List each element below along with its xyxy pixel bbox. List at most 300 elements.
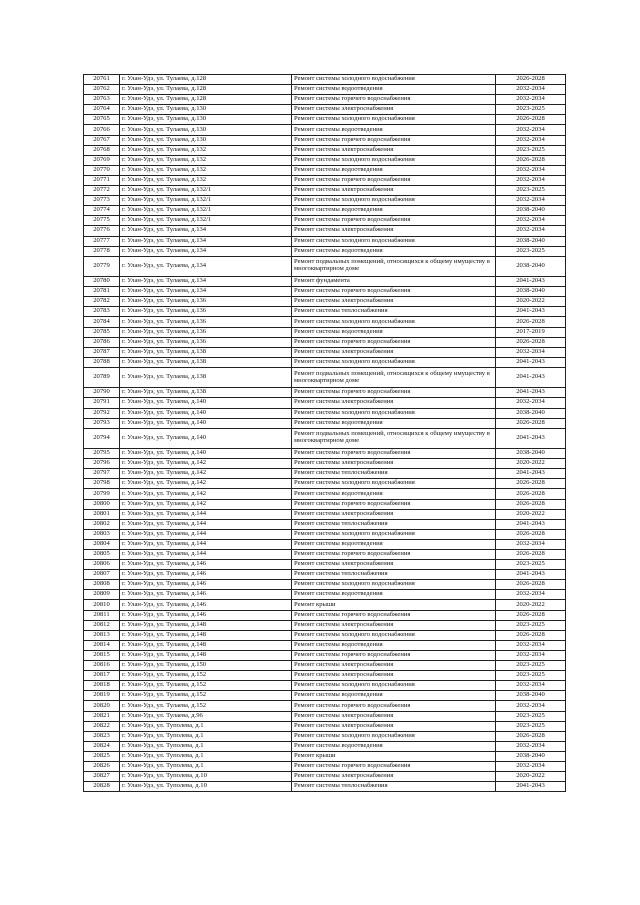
work-type-cell: Ремонт системы водоотведения [292, 125, 496, 135]
period-cell: 2032-2034 [496, 347, 566, 357]
period-cell: 2038-2040 [496, 751, 566, 761]
period-cell: 2032-2034 [496, 701, 566, 711]
row-number: 20819 [84, 691, 120, 701]
work-type-cell: Ремонт системы теплоснабжения [292, 782, 496, 792]
period-cell: 2032-2034 [496, 196, 566, 206]
address-cell: г. Улан-Удэ, ул. Тулаева, д.146 [120, 590, 292, 600]
row-number: 20795 [84, 449, 120, 459]
address-cell: г. Улан-Удэ, ул. Туполева, д.1 [120, 761, 292, 771]
address-cell: г. Улан-Удэ, ул. Тулаева, д.148 [120, 650, 292, 660]
period-cell: 2041-2043 [496, 570, 566, 580]
row-number: 20806 [84, 560, 120, 570]
work-type-cell: Ремонт системы теплоснабжения [292, 570, 496, 580]
work-type-cell: Ремонт системы электроснабжения [292, 145, 496, 155]
table-body [84, 75, 566, 792]
table-row [84, 479, 566, 489]
row-number: 20781 [84, 287, 120, 297]
period-cell: 2032-2034 [496, 135, 566, 145]
row-number: 20772 [84, 186, 120, 196]
row-number: 20812 [84, 620, 120, 630]
work-type-cell: Ремонт системы водоотведения [292, 327, 496, 337]
work-type-cell: Ремонт системы холодного водоснабжения [292, 115, 496, 125]
period-cell: 2038-2040 [496, 256, 566, 276]
address-cell: г. Улан-Удэ, ул. Тулаева, д.132/1 [120, 216, 292, 226]
address-cell: г. Улан-Удэ, ул. Тулаева, д.134 [120, 256, 292, 276]
period-cell: 2023-2025 [496, 145, 566, 155]
table-row [84, 226, 566, 236]
work-type-cell: Ремонт подвальных помещений, относящихся к общему имуществу в многоквартирном доме [292, 367, 496, 387]
table-row [84, 691, 566, 701]
row-number: 20796 [84, 459, 120, 469]
address-cell: г. Улан-Удэ, ул. Тулаева, д.152 [120, 701, 292, 711]
address-cell: г. Улан-Удэ, ул. Тулаева, д.130 [120, 115, 292, 125]
table-row [84, 600, 566, 610]
row-number: 20815 [84, 650, 120, 660]
period-cell: 2026-2028 [496, 529, 566, 539]
period-cell: 2026-2028 [496, 489, 566, 499]
address-cell: г. Улан-Удэ, ул. Тулаева, д.142 [120, 479, 292, 489]
address-cell: г. Улан-Удэ, ул. Тулаева, д.134 [120, 236, 292, 246]
row-number: 20769 [84, 155, 120, 165]
address-cell: г. Улан-Удэ, ул. Тулаева, д.128 [120, 95, 292, 105]
work-type-cell: Ремонт системы электроснабжения [292, 772, 496, 782]
period-cell: 2026-2028 [496, 550, 566, 560]
work-type-cell: Ремонт системы водоотведения [292, 85, 496, 95]
work-type-cell: Ремонт системы водоотведения [292, 640, 496, 650]
table-row [84, 357, 566, 367]
row-number: 20775 [84, 216, 120, 226]
table-row [84, 175, 566, 185]
table-row [84, 519, 566, 529]
row-number: 20798 [84, 479, 120, 489]
table-row [84, 701, 566, 711]
table-row [84, 560, 566, 570]
period-cell: 2032-2034 [496, 741, 566, 751]
table-row [84, 469, 566, 479]
work-type-cell: Ремонт системы холодного водоснабжения [292, 408, 496, 418]
work-type-cell: Ремонт системы водоотведения [292, 206, 496, 216]
table-row [84, 327, 566, 337]
address-cell: г. Улан-Удэ, ул. Тулаева, д.142 [120, 469, 292, 479]
address-cell: г. Улан-Удэ, ул. Тулаева, д.138 [120, 347, 292, 357]
period-cell: 2023-2025 [496, 661, 566, 671]
period-cell: 2032-2034 [496, 85, 566, 95]
period-cell: 2023-2025 [496, 105, 566, 115]
work-type-cell: Ремонт системы электроснабжения [292, 671, 496, 681]
work-type-cell: Ремонт системы электроснабжения [292, 620, 496, 630]
work-type-cell: Ремонт системы электроснабжения [292, 560, 496, 570]
period-cell: 2032-2034 [496, 590, 566, 600]
table-row [84, 620, 566, 630]
period-cell: 2026-2028 [496, 499, 566, 509]
address-cell: г. Улан-Удэ, ул. Тулаева, д.144 [120, 509, 292, 519]
row-number: 20765 [84, 115, 120, 125]
row-number: 20786 [84, 337, 120, 347]
period-cell: 2032-2034 [496, 226, 566, 236]
address-cell: г. Улан-Удэ, ул. Тулаева, д.148 [120, 640, 292, 650]
period-cell: 2038-2040 [496, 206, 566, 216]
table-row [84, 610, 566, 620]
address-cell: г. Улан-Удэ, ул. Тулаева, д.142 [120, 459, 292, 469]
address-cell: г. Улан-Удэ, ул. Тулаева, д.132 [120, 145, 292, 155]
period-cell: 2020-2022 [496, 600, 566, 610]
table-row [84, 529, 566, 539]
address-cell: г. Улан-Удэ, ул. Тулаева, д.136 [120, 327, 292, 337]
row-number: 20805 [84, 550, 120, 560]
work-type-cell: Ремонт системы холодного водоснабжения [292, 731, 496, 741]
row-number: 20768 [84, 145, 120, 155]
table-row [84, 590, 566, 600]
row-number: 20820 [84, 701, 120, 711]
period-cell: 2026-2028 [496, 155, 566, 165]
address-cell: г. Улан-Удэ, ул. Тулаева, д.130 [120, 125, 292, 135]
table-row [84, 287, 566, 297]
work-type-cell: Ремонт системы холодного водоснабжения [292, 196, 496, 206]
address-cell: г. Улан-Удэ, ул. Тулаева, д.132 [120, 155, 292, 165]
table-row [84, 751, 566, 761]
address-cell: г. Улан-Удэ, ул. Тулаева, д.136 [120, 307, 292, 317]
address-cell: г. Улан-Удэ, ул. Тулаева, д.144 [120, 519, 292, 529]
row-number: 20790 [84, 388, 120, 398]
row-number: 20826 [84, 761, 120, 771]
address-cell: г. Улан-Удэ, ул. Тулаева, д.144 [120, 550, 292, 560]
table-row [84, 196, 566, 206]
work-type-cell: Ремонт системы горячего водоснабжения [292, 175, 496, 185]
row-number: 20779 [84, 256, 120, 276]
period-cell: 2041-2043 [496, 357, 566, 367]
table-row [84, 297, 566, 307]
work-type-cell: Ремонт системы электроснабжения [292, 105, 496, 115]
period-cell: 2038-2040 [496, 691, 566, 701]
row-number: 20822 [84, 721, 120, 731]
work-type-cell: Ремонт системы электроснабжения [292, 398, 496, 408]
address-cell: г. Улан-Удэ, ул. Тулаева, д.134 [120, 287, 292, 297]
table-row [84, 408, 566, 418]
period-cell: 2041-2043 [496, 277, 566, 287]
period-cell: 2038-2040 [496, 408, 566, 418]
row-number: 20784 [84, 317, 120, 327]
row-number: 20782 [84, 297, 120, 307]
address-cell: г. Улан-Удэ, ул. Тулаева, д.128 [120, 85, 292, 95]
address-cell: г. Улан-Удэ, ул. Тулаева, д.134 [120, 226, 292, 236]
period-cell: 2032-2034 [496, 761, 566, 771]
table-row [84, 782, 566, 792]
address-cell: г. Улан-Удэ, ул. Тулаева, д.132 [120, 165, 292, 175]
table-row [84, 550, 566, 560]
table-row [84, 135, 566, 145]
row-number: 20766 [84, 125, 120, 135]
row-number: 20777 [84, 236, 120, 246]
row-number: 20825 [84, 751, 120, 761]
row-number: 20791 [84, 398, 120, 408]
address-cell: г. Улан-Удэ, ул. Тулаева, д.152 [120, 671, 292, 681]
table-row [84, 772, 566, 782]
row-number: 20828 [84, 782, 120, 792]
row-number: 20823 [84, 731, 120, 741]
table-row [84, 347, 566, 357]
period-cell: 2023-2025 [496, 186, 566, 196]
row-number: 20763 [84, 95, 120, 105]
row-number: 20767 [84, 135, 120, 145]
row-number: 20804 [84, 539, 120, 549]
work-type-cell: Ремонт системы горячего водоснабжения [292, 701, 496, 711]
work-type-cell: Ремонт системы водоотведения [292, 489, 496, 499]
period-cell: 2026-2028 [496, 731, 566, 741]
table-row [84, 721, 566, 731]
address-cell: г. Улан-Удэ, ул. Тулаева, д.138 [120, 388, 292, 398]
table-row [84, 155, 566, 165]
row-number: 20800 [84, 499, 120, 509]
row-number: 20808 [84, 580, 120, 590]
table-row [84, 711, 566, 721]
work-type-cell: Ремонт системы холодного водоснабжения [292, 317, 496, 327]
table-row [84, 125, 566, 135]
address-cell: г. Улан-Удэ, ул. Тулаева, д.140 [120, 449, 292, 459]
address-cell: г. Улан-Удэ, ул. Туполева, д.1 [120, 731, 292, 741]
period-cell: 2041-2043 [496, 469, 566, 479]
work-type-cell: Ремонт системы водоотведения [292, 165, 496, 175]
row-number: 20799 [84, 489, 120, 499]
work-type-cell: Ремонт системы водоотведения [292, 691, 496, 701]
table-row [84, 105, 566, 115]
address-cell: г. Улан-Удэ, ул. Туполева, д.10 [120, 772, 292, 782]
address-cell: г. Улан-Удэ, ул. Тулаева, д.134 [120, 277, 292, 287]
address-cell: г. Улан-Удэ, ул. Тулаева, д.134 [120, 246, 292, 256]
work-type-cell: Ремонт фундамента [292, 277, 496, 287]
period-cell: 2020-2022 [496, 772, 566, 782]
period-cell: 2032-2034 [496, 216, 566, 226]
address-cell: г. Улан-Удэ, ул. Туполева, д.10 [120, 782, 292, 792]
table-row [84, 367, 566, 387]
address-cell: г. Улан-Удэ, ул. Тулаева, д.140 [120, 428, 292, 448]
address-cell: г. Улан-Удэ, ул. Тулаева, д.144 [120, 539, 292, 549]
table-row [84, 489, 566, 499]
work-type-cell: Ремонт системы горячего водоснабжения [292, 499, 496, 509]
work-type-cell: Ремонт системы горячего водоснабжения [292, 550, 496, 560]
row-number: 20792 [84, 408, 120, 418]
period-cell: 2023-2025 [496, 671, 566, 681]
work-type-cell: Ремонт системы холодного водоснабжения [292, 75, 496, 85]
period-cell: 2032-2034 [496, 681, 566, 691]
address-cell: г. Улан-Удэ, ул. Туполева, д.1 [120, 751, 292, 761]
row-number: 20813 [84, 630, 120, 640]
address-cell: г. Улан-Удэ, ул. Тулаева, д.138 [120, 357, 292, 367]
period-cell: 2020-2022 [496, 459, 566, 469]
address-cell: г. Улан-Удэ, ул. Тулаева, д.152 [120, 681, 292, 691]
work-type-cell: Ремонт системы электроснабжения [292, 347, 496, 357]
period-cell: 2026-2028 [496, 75, 566, 85]
address-cell: г. Улан-Удэ, ул. Тулаева, д.130 [120, 135, 292, 145]
period-cell: 2023-2025 [496, 560, 566, 570]
table-row [84, 307, 566, 317]
period-cell: 2032-2034 [496, 398, 566, 408]
row-number: 20818 [84, 681, 120, 691]
address-cell: г. Улан-Удэ, ул. Тулаева, д.146 [120, 560, 292, 570]
period-cell: 2032-2034 [496, 125, 566, 135]
table-row [84, 418, 566, 428]
table-row [84, 509, 566, 519]
row-number: 20778 [84, 246, 120, 256]
work-type-cell: Ремонт системы горячего водоснабжения [292, 388, 496, 398]
period-cell: 2023-2025 [496, 246, 566, 256]
work-type-cell: Ремонт системы горячего водоснабжения [292, 95, 496, 105]
row-number: 20788 [84, 357, 120, 367]
period-cell: 2041-2043 [496, 367, 566, 387]
table-row [84, 741, 566, 751]
row-number: 20785 [84, 327, 120, 337]
address-cell: г. Улан-Удэ, ул. Туполева, д.1 [120, 741, 292, 751]
work-type-cell: Ремонт системы холодного водоснабжения [292, 580, 496, 590]
work-type-cell: Ремонт системы теплоснабжения [292, 307, 496, 317]
period-cell: 2026-2028 [496, 115, 566, 125]
row-number: 20811 [84, 610, 120, 620]
work-type-cell: Ремонт системы электроснабжения [292, 509, 496, 519]
period-cell: 2026-2028 [496, 337, 566, 347]
table-row [84, 398, 566, 408]
table-row [84, 459, 566, 469]
period-cell: 2038-2040 [496, 287, 566, 297]
row-number: 20787 [84, 347, 120, 357]
address-cell: г. Улан-Удэ, ул. Тулаева, д.146 [120, 600, 292, 610]
work-type-cell: Ремонт системы горячего водоснабжения [292, 610, 496, 620]
work-type-cell: Ремонт системы водоотведения [292, 246, 496, 256]
period-cell: 2041-2043 [496, 307, 566, 317]
period-cell: 2032-2034 [496, 650, 566, 660]
table-row [84, 246, 566, 256]
table-row [84, 186, 566, 196]
work-type-cell: Ремонт системы водоотведения [292, 590, 496, 600]
table-row [84, 317, 566, 327]
work-type-cell: Ремонт системы горячего водоснабжения [292, 216, 496, 226]
table-row [84, 499, 566, 509]
period-cell: 2020-2022 [496, 297, 566, 307]
work-type-cell: Ремонт системы электроснабжения [292, 721, 496, 731]
address-cell: г. Улан-Удэ, ул. Тулаева, д.136 [120, 297, 292, 307]
work-type-cell: Ремонт системы теплоснабжения [292, 519, 496, 529]
table-row [84, 256, 566, 276]
row-number: 20789 [84, 367, 120, 387]
address-cell: г. Улан-Удэ, ул. Тулаева, д.136 [120, 317, 292, 327]
row-number: 20817 [84, 671, 120, 681]
table-row [84, 661, 566, 671]
period-cell: 2032-2034 [496, 165, 566, 175]
table-row [84, 570, 566, 580]
row-number: 20797 [84, 469, 120, 479]
repair-schedule-table [83, 74, 566, 792]
address-cell: г. Улан-Удэ, ул. Туполева, д.1 [120, 721, 292, 731]
work-type-cell: Ремонт системы горячего водоснабжения [292, 287, 496, 297]
work-type-cell: Ремонт системы электроснабжения [292, 661, 496, 671]
table-row [84, 236, 566, 246]
work-type-cell: Ремонт крыши [292, 600, 496, 610]
table-row [84, 761, 566, 771]
table-row [84, 216, 566, 226]
row-number: 20783 [84, 307, 120, 317]
address-cell: г. Улан-Удэ, ул. Тулаева, д.148 [120, 630, 292, 640]
table-row [84, 449, 566, 459]
table-row [84, 671, 566, 681]
address-cell: г. Улан-Удэ, ул. Тулаева, д.132 [120, 175, 292, 185]
row-number: 20824 [84, 741, 120, 751]
work-type-cell: Ремонт системы водоотведения [292, 418, 496, 428]
work-type-cell: Ремонт системы холодного водоснабжения [292, 155, 496, 165]
table-row [84, 206, 566, 216]
row-number: 20810 [84, 600, 120, 610]
row-number: 20771 [84, 175, 120, 185]
address-cell: г. Улан-Удэ, ул. Тулаева, д.146 [120, 610, 292, 620]
address-cell: г. Улан-Удэ, ул. Тулаева, д.146 [120, 570, 292, 580]
address-cell: г. Улан-Удэ, ул. Тулаева, д.152 [120, 691, 292, 701]
row-number: 20794 [84, 428, 120, 448]
work-type-cell: Ремонт системы водоотведения [292, 539, 496, 549]
address-cell: г. Улан-Удэ, ул. Тулаева, д.136 [120, 337, 292, 347]
address-cell: г. Улан-Удэ, ул. Тулаева, д.138 [120, 367, 292, 387]
address-cell: г. Улан-Удэ, ул. Тулаева, д.142 [120, 499, 292, 509]
period-cell: 2032-2034 [496, 539, 566, 549]
row-number: 20793 [84, 418, 120, 428]
row-number: 20776 [84, 226, 120, 236]
table-row [84, 681, 566, 691]
table-row [84, 630, 566, 640]
work-type-cell: Ремонт системы электроснабжения [292, 459, 496, 469]
period-cell: 2023-2025 [496, 711, 566, 721]
period-cell: 2020-2022 [496, 509, 566, 519]
work-type-cell: Ремонт системы горячего водоснабжения [292, 135, 496, 145]
work-type-cell: Ремонт системы горячего водоснабжения [292, 650, 496, 660]
period-cell: 2023-2025 [496, 620, 566, 630]
work-type-cell: Ремонт системы электроснабжения [292, 226, 496, 236]
work-type-cell: Ремонт подвальных помещений, относящихся к общему имуществу в многоквартирном доме [292, 428, 496, 448]
row-number: 20774 [84, 206, 120, 216]
address-cell: г. Улан-Удэ, ул. Тулаева, д.150 [120, 661, 292, 671]
address-cell: г. Улан-Удэ, ул. Тулаева, д.146 [120, 580, 292, 590]
work-type-cell: Ремонт системы холодного водоснабжения [292, 681, 496, 691]
address-cell: г. Улан-Удэ, ул. Тулаева, д.142 [120, 489, 292, 499]
table-row [84, 85, 566, 95]
period-cell: 2026-2028 [496, 580, 566, 590]
row-number: 20770 [84, 165, 120, 175]
table-row [84, 115, 566, 125]
period-cell: 2026-2028 [496, 317, 566, 327]
work-type-cell: Ремонт системы холодного водоснабжения [292, 479, 496, 489]
work-type-cell: Ремонт системы холодного водоснабжения [292, 630, 496, 640]
row-number: 20762 [84, 85, 120, 95]
period-cell: 2041-2043 [496, 782, 566, 792]
work-type-cell: Ремонт системы водоотведения [292, 741, 496, 751]
period-cell: 2017-2019 [496, 327, 566, 337]
work-type-cell: Ремонт крыши [292, 751, 496, 761]
row-number: 20803 [84, 529, 120, 539]
work-type-cell: Ремонт системы горячего водоснабжения [292, 337, 496, 347]
work-type-cell: Ремонт системы электроснабжения [292, 186, 496, 196]
address-cell: г. Улан-Удэ, ул. Тулаева, д.132/1 [120, 196, 292, 206]
address-cell: г. Улан-Удэ, ул. Тулаева, д.140 [120, 398, 292, 408]
row-number: 20827 [84, 772, 120, 782]
table-row [84, 640, 566, 650]
table-row [84, 145, 566, 155]
row-number: 20816 [84, 661, 120, 671]
table-row [84, 337, 566, 347]
address-cell: г. Улан-Удэ, ул. Тулаева, д.148 [120, 620, 292, 630]
table-row [84, 650, 566, 660]
table-row [84, 731, 566, 741]
address-cell: г. Улан-Удэ, ул. Тулаева, д.96 [120, 711, 292, 721]
address-cell: г. Улан-Удэ, ул. Тулаева, д.128 [120, 75, 292, 85]
row-number: 20780 [84, 277, 120, 287]
work-type-cell: Ремонт системы холодного водоснабжения [292, 529, 496, 539]
row-number: 20773 [84, 196, 120, 206]
period-cell: 2041-2043 [496, 519, 566, 529]
